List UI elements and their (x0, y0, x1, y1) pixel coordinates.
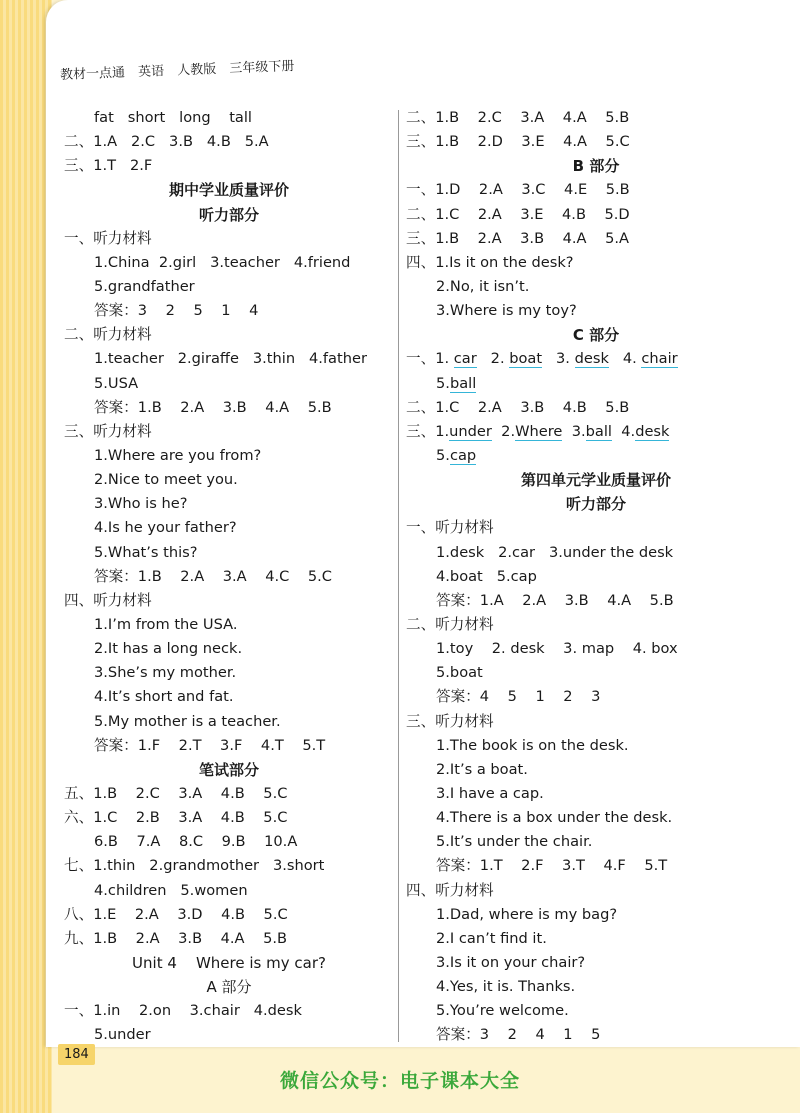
unit-title: Unit 4 Where is my car? (132, 953, 326, 972)
line-prefix: 一、1. (406, 350, 450, 368)
answer-key: 答案：1.F 2.T 3.F 4.T 5.T (94, 736, 326, 754)
answer-line: 5.grandfather (94, 277, 195, 295)
answer-key: 答案：3 2 4 1 5 (436, 1026, 601, 1044)
item-number: 3. (556, 350, 570, 368)
section-subtitle: 听力部分 (198, 205, 259, 224)
item-number: 5. (436, 374, 450, 392)
answer-line (406, 372, 786, 396)
answer-line (406, 444, 786, 468)
right-column (406, 106, 786, 1047)
answer-line: 5.under (94, 1026, 151, 1044)
answer-line: 1.I’m from the USA. (94, 615, 238, 633)
answer-line: 2.It has a long neck. (94, 640, 243, 658)
answer-line (406, 420, 786, 444)
column-divider (398, 110, 399, 1042)
underlined-word: car (453, 350, 477, 368)
question-heading: 四、听力材料 (64, 591, 152, 609)
answer-line: 5.You’re welcome. (436, 1002, 569, 1020)
answer-line: 三、1.B 2.A 3.B 4.A 5.A (406, 229, 630, 247)
answer-line: 二、1.C 2.A 3.E 4.B 5.D (406, 205, 630, 223)
answer-line: 4.boat 5.cap (436, 567, 537, 585)
answer-line: 5.boat (436, 664, 483, 682)
question-heading: 二、听力材料 (406, 615, 494, 633)
answer-line: 5.It’s under the chair. (436, 833, 593, 851)
left-column (64, 106, 394, 1047)
answer-line: 1.desk 2.car 3.under the desk (436, 543, 674, 561)
answer-line: 4.Yes, it is. Thanks. (436, 978, 576, 996)
underlined-word: ball (585, 422, 612, 440)
underlined-word: cap (449, 446, 477, 464)
answer-line: 2.No, it isn’t. (436, 277, 530, 295)
question-heading: 四、听力材料 (406, 881, 494, 899)
answer-line: 3.I have a cap. (436, 784, 544, 802)
header-grade: 三年级下册 (229, 59, 295, 77)
answer-line: 2.I can’t find it. (436, 929, 547, 947)
answer-line: 3.She’s my mother. (94, 664, 237, 682)
section-title: 期中学业质量评价 (168, 181, 289, 200)
answer-line: 1.teacher 2.giraffe 3.thin 4.father (94, 350, 367, 368)
underlined-word: chair (641, 350, 678, 368)
answer-line: 1.toy 2. desk 3. map 4. box (436, 640, 678, 658)
answer-line: 二、1.A 2.C 3.B 4.B 5.A (64, 133, 269, 151)
footer-watermark: 微信公众号：电子课本大全 (279, 1070, 520, 1092)
question-heading: 一、听力材料 (64, 229, 152, 247)
answer-line: 5.What’s this? (94, 543, 198, 561)
part-title: B 部分 (572, 157, 620, 176)
answer-line: 二、1.C 2.A 3.B 4.B 5.B (406, 398, 630, 416)
answer-line: 三、1.B 2.D 3.E 4.A 5.C (406, 133, 630, 151)
underlined-word: desk (574, 350, 609, 368)
answer-line: 3.Is it on your chair? (436, 953, 586, 971)
answer-line: 七、1.thin 2.grandmother 3.short (64, 857, 325, 875)
underlined-word: boat (509, 350, 543, 368)
header-edition: 人教版 (177, 62, 217, 79)
answer-line: 一、1.D 2.A 3.C 4.E 5.B (406, 181, 630, 199)
item-number: 3. (571, 422, 586, 440)
answer-line: 八、1.E 2.A 3.D 4.B 5.C (64, 905, 288, 923)
line-prefix: 三、1. (406, 422, 450, 440)
section-title: 第四单元学业质量评价 (520, 471, 671, 490)
answer-line: 1.China 2.girl 3.teacher 4.friend (94, 253, 351, 271)
item-number: 5. (436, 446, 450, 464)
answer-line: 1.Dad, where is my bag? (436, 905, 618, 923)
answer-line: 二、1.B 2.C 3.A 4.A 5.B (406, 109, 630, 126)
section-subtitle: 听力部分 (565, 495, 626, 514)
answer-key: 答案：1.B 2.A 3.A 4.C 5.C (94, 567, 332, 585)
answer-line: 4.Is he your father? (94, 519, 237, 537)
answer-line: 3.Who is he? (94, 495, 188, 513)
answer-line: 2.It’s a boat. (436, 760, 528, 778)
underlined-word: under (449, 422, 492, 440)
answer-line: 四、1.Is it on the desk? (406, 253, 574, 271)
answer-line: 1.Where are you from? (94, 446, 262, 464)
answer-key: 答案：4 5 1 2 3 (436, 688, 601, 706)
underlined-word: Where (515, 422, 563, 440)
underlined-word: desk (635, 422, 670, 440)
answer-line: 4.There is a box under the desk. (436, 809, 673, 827)
answer-key: 答案：1.T 2.F 3.T 4.F 5.T (436, 857, 668, 875)
question-heading: 二、听力材料 (64, 326, 152, 344)
answer-line: 4.It’s short and fat. (94, 688, 234, 706)
part-title: C 部分 (572, 326, 620, 345)
answer-key: 答案：1.A 2.A 3.B 4.A 5.B (436, 591, 674, 609)
answer-line (406, 347, 786, 371)
page-number: 184 (58, 1044, 95, 1065)
answer-line: 1.The book is on the desk. (436, 736, 629, 754)
question-heading: 三、听力材料 (64, 422, 152, 440)
answer-line: 4.children 5.women (94, 881, 248, 899)
header-series: 教材一点通 (59, 65, 126, 83)
answer-key: 答案：1.B 2.A 3.B 4.A 5.B (94, 398, 332, 416)
item-number: 4. (622, 350, 637, 368)
answer-line: 5.USA (94, 374, 139, 392)
question-heading: 一、听力材料 (406, 519, 494, 537)
page-edge-stripes (0, 0, 52, 1113)
answer-line: 5.My mother is a teacher. (94, 712, 281, 730)
question-heading: 三、听力材料 (406, 712, 494, 730)
answer-line: 3.Where is my toy? (436, 302, 577, 320)
answer-line: 三、1.T 2.F (64, 157, 153, 175)
underlined-word: ball (449, 374, 477, 392)
answer-line: 6.B 7.A 8.C 9.B 10.A (94, 833, 298, 851)
answer-line: 六、1.C 2.B 3.A 4.B 5.C (64, 809, 288, 827)
item-number: 2. (490, 350, 505, 368)
answer-line: 一、1.in 2.on 3.chair 4.desk (64, 1002, 302, 1020)
item-number: 2. (501, 422, 516, 440)
part-title: A 部分 (206, 978, 252, 997)
answer-line: 九、1.B 2.A 3.B 4.A 5.B (64, 929, 288, 947)
item-number: 4. (621, 422, 636, 440)
answer-key: 答案：3 2 5 1 4 (94, 302, 259, 320)
section-subtitle: 笔试部分 (198, 760, 259, 779)
header-subject: 英语 (137, 64, 165, 80)
answer-line: fat short long tall (94, 109, 252, 126)
answer-line: 2.Nice to meet you. (94, 471, 238, 489)
answer-line: 五、1.B 2.C 3.A 4.B 5.C (64, 784, 288, 802)
